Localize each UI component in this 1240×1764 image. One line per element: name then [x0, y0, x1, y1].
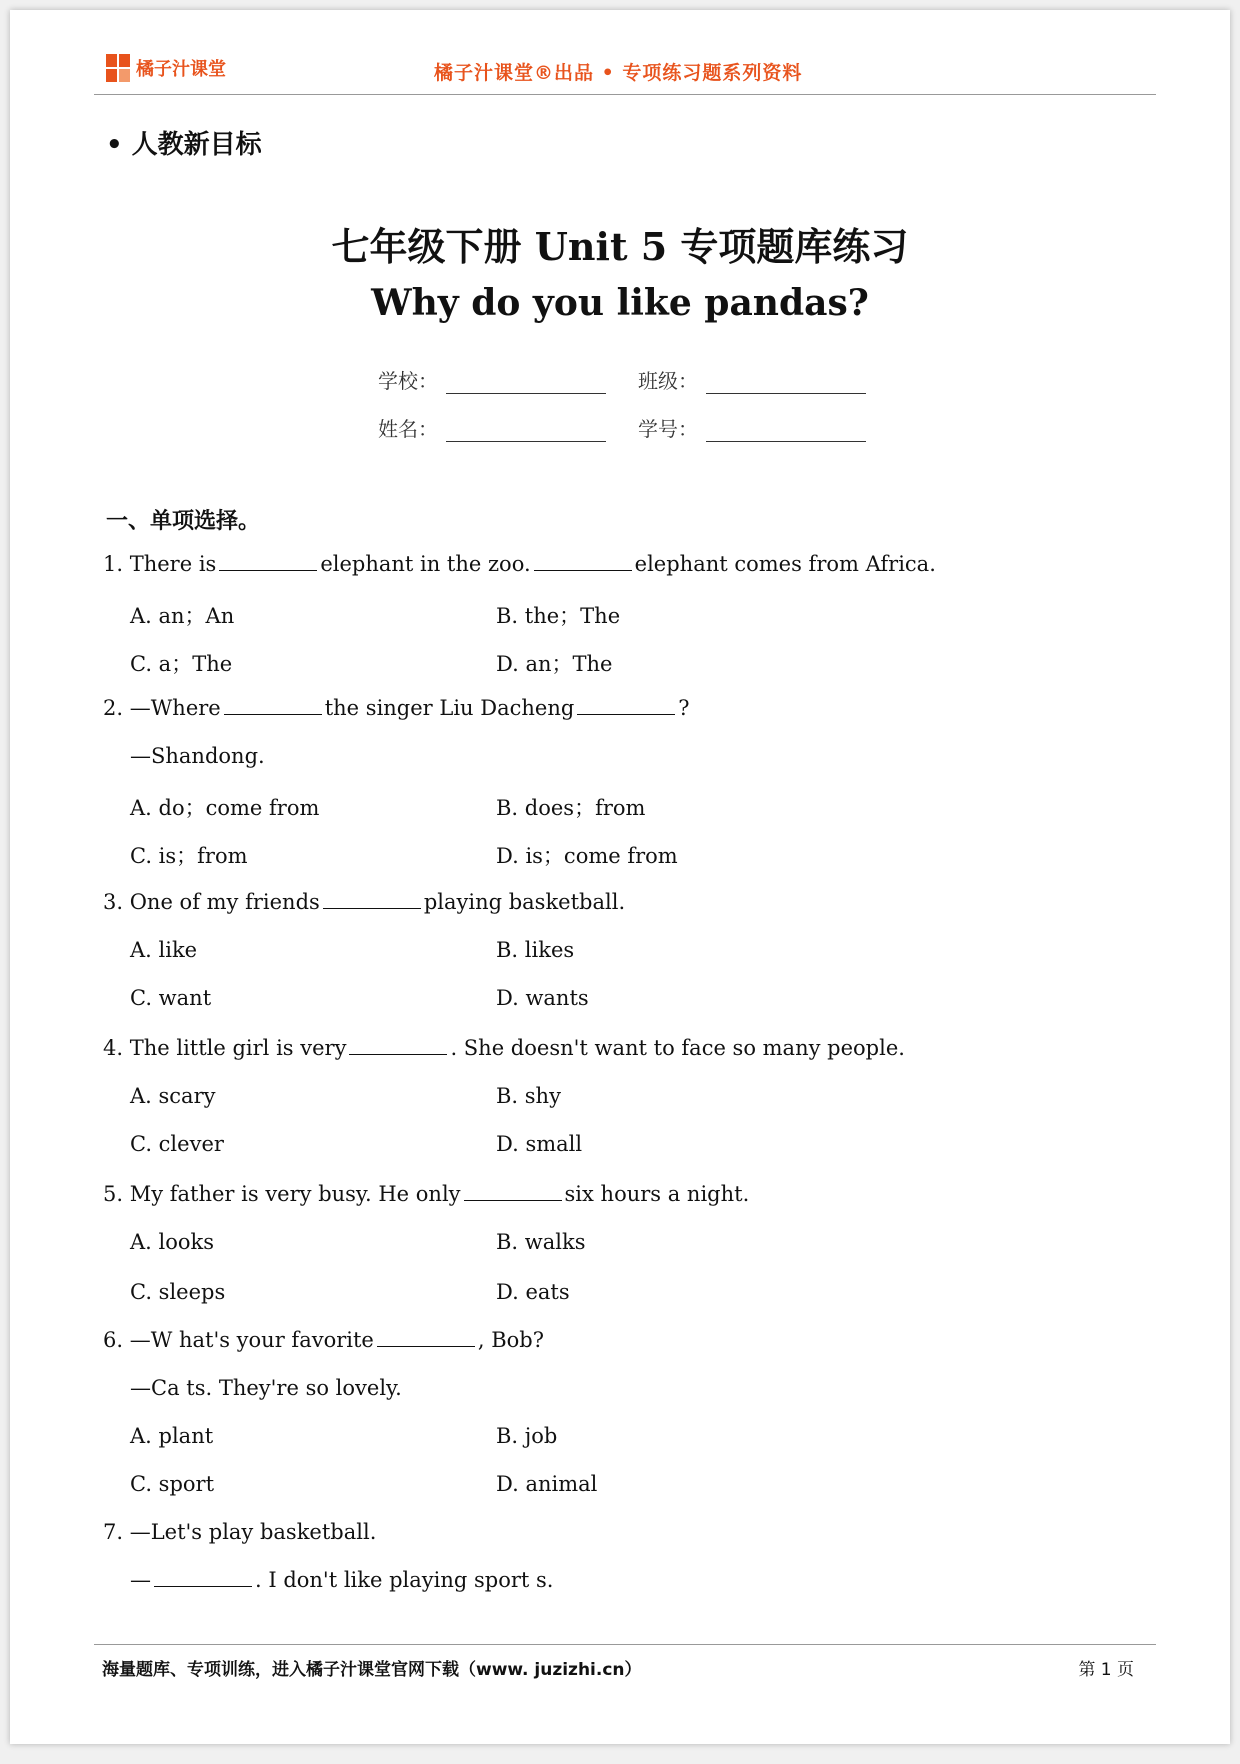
textbook-tag: • 人教新目标: [106, 130, 262, 160]
option-b: B. walks: [496, 1230, 586, 1254]
school-label: 学校：: [378, 369, 438, 393]
answer-blank: [224, 696, 322, 715]
option-d: D. wants: [496, 986, 589, 1010]
option-a: A. scary: [130, 1084, 216, 1108]
page-title: 七年级下册 Unit 5 专项题库练习: [331, 224, 909, 269]
school-input-line[interactable]: [446, 373, 606, 394]
document-page: [10, 10, 1230, 1744]
option-d: D. is；come from: [496, 844, 678, 868]
logo-icon: [106, 54, 130, 82]
option-d: D. animal: [496, 1472, 598, 1496]
answer-blank: [219, 552, 317, 571]
header-slogan: 橘子汁课堂®出品 • 专项练习题系列资料: [434, 62, 803, 84]
option-b: B. shy: [496, 1084, 561, 1108]
option-a: A. looks: [130, 1230, 215, 1254]
option-b: B. likes: [496, 938, 575, 962]
option-b: B. job: [496, 1424, 558, 1448]
question-reply: — . I don't like playing sport s.: [130, 1568, 554, 1592]
section-title: 一、单项选择。: [106, 509, 261, 534]
option-c: C. want: [130, 986, 212, 1010]
question-6: 6. —W hat's your favorite , Bob?: [103, 1328, 544, 1352]
answer-blank: [377, 1328, 475, 1347]
brand-logo: [106, 54, 226, 82]
student-info-fields: [378, 346, 898, 442]
page-number: 第 1 页: [1078, 1660, 1134, 1680]
class-input-line[interactable]: [706, 373, 866, 394]
number-input-line[interactable]: [706, 421, 866, 442]
question-4: 4. The little girl is very . She doesn't want to face so many people.: [103, 1036, 905, 1060]
option-b: B. the；The: [496, 604, 621, 628]
question-5: 5. My father is very busy. He only six hours a night.: [103, 1182, 750, 1206]
class-label: 班级：: [638, 369, 698, 393]
page-footer: [94, 1644, 1156, 1680]
option-d: D. eats: [496, 1280, 570, 1304]
answer-blank: [577, 696, 675, 715]
option-c: C. sport: [130, 1472, 215, 1496]
name-input-line[interactable]: [446, 421, 606, 442]
name-label: 姓名：: [378, 417, 438, 441]
number-label: 学号：: [638, 417, 698, 441]
option-a: A. plant: [130, 1424, 214, 1448]
answer-blank: [534, 552, 632, 571]
page-subtitle: Why do you like pandas?: [371, 282, 869, 324]
question-reply: —Shandong.: [130, 744, 265, 768]
option-c: C. is；from: [130, 844, 248, 868]
answer-blank: [154, 1568, 252, 1587]
option-a: A. like: [130, 938, 198, 962]
question-3: 3. One of my friends playing basketball.: [103, 890, 626, 914]
option-c: C. sleeps: [130, 1280, 226, 1304]
question-1: 1. There is elephant in the zoo. elephant comes from Africa.: [103, 552, 936, 576]
option-d: D. small: [496, 1132, 583, 1156]
footer-text: 海量题库、专项训练，进入橘子汁课堂官网下载（www. juzizhi.cn）: [102, 1660, 642, 1680]
option-a: A. do；come from: [130, 796, 320, 820]
question-reply: —Ca ts. They're so lovely.: [130, 1376, 402, 1400]
question-7: 7. —Let's play basketball.: [103, 1520, 377, 1544]
answer-blank: [349, 1036, 447, 1055]
question-2: 2. —Where the singer Liu Dacheng ?: [103, 696, 690, 720]
option-c: C. a；The: [130, 652, 233, 676]
option-d: D. an；The: [496, 652, 613, 676]
option-c: C. clever: [130, 1132, 224, 1156]
answer-blank: [323, 890, 421, 909]
option-b: B. does；from: [496, 796, 646, 820]
option-a: A. an；An: [130, 604, 235, 628]
logo-text: 橘子汁课堂: [136, 59, 226, 80]
answer-blank: [464, 1182, 562, 1201]
page-header: [94, 48, 1156, 95]
